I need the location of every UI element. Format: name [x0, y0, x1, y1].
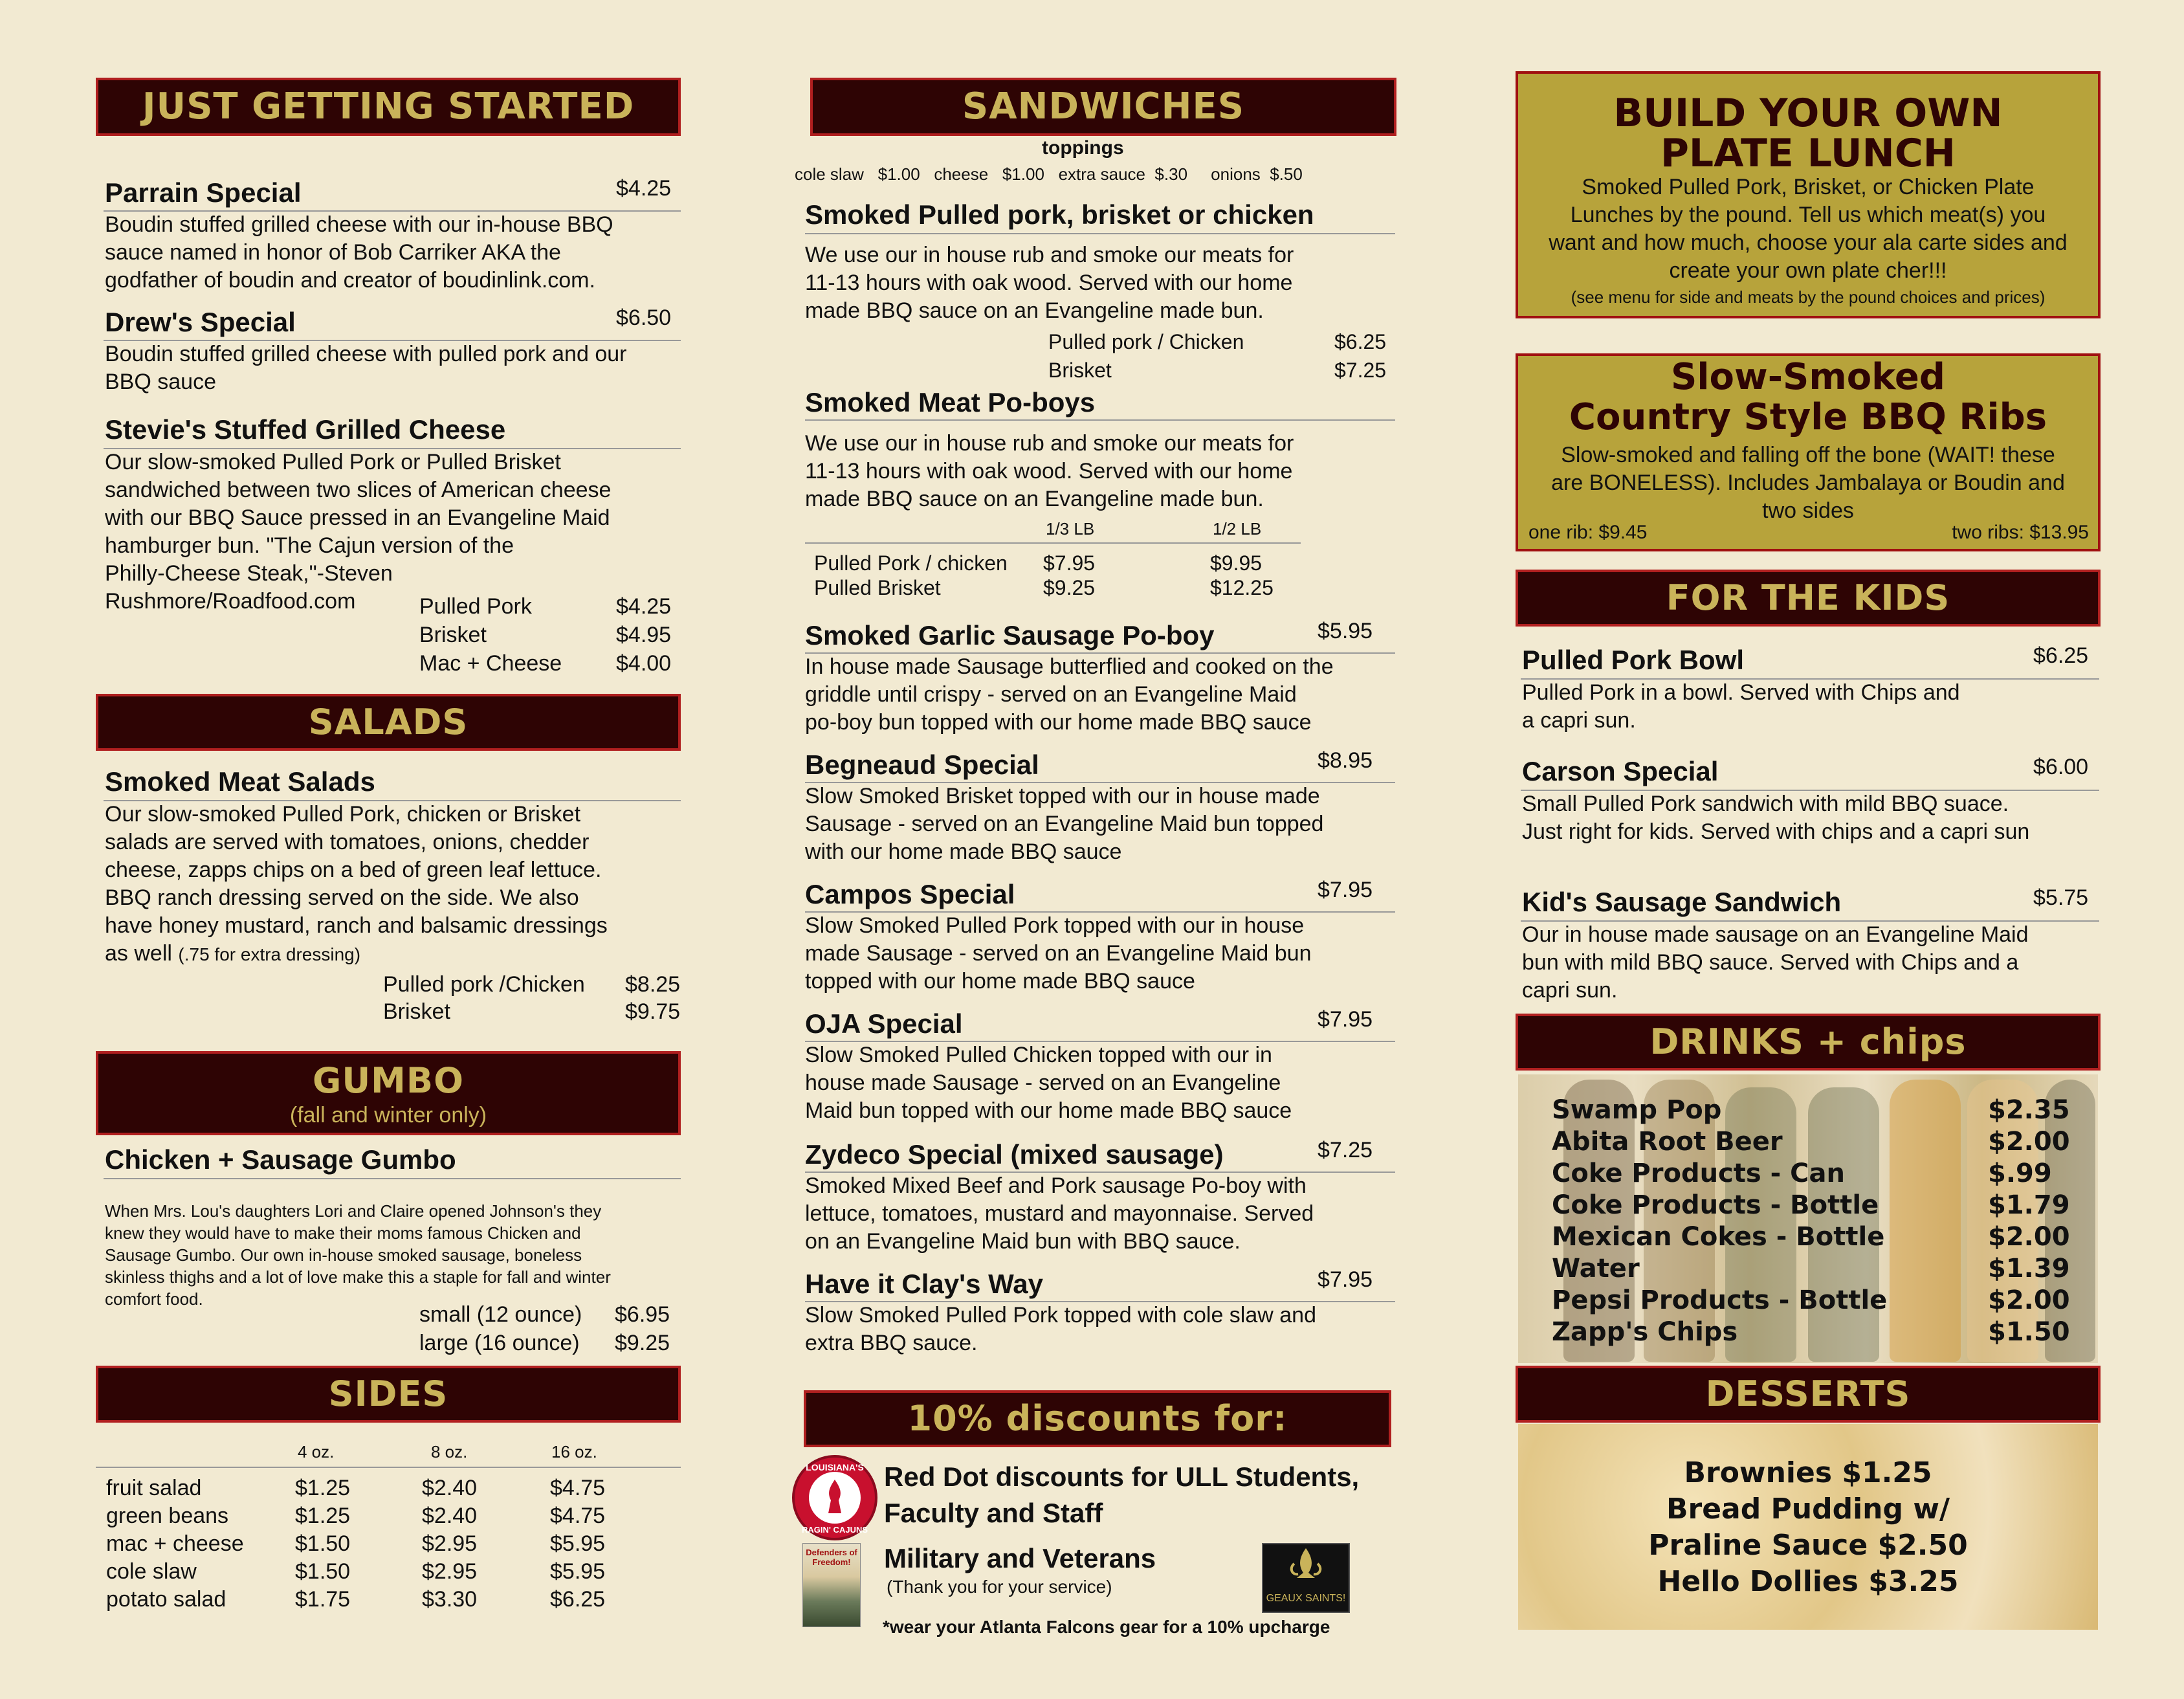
- desc-line: Our slow-smoked Pulled Pork, chicken or Brisket: [105, 802, 581, 827]
- starters-header-text: JUST GETTING STARTED: [142, 85, 635, 128]
- saints-text: GEAUX SAINTS!: [1266, 1593, 1346, 1604]
- desc-line: Slow Smoked Pulled Chicken topped with our in: [805, 1043, 1272, 1067]
- discount-line: Red Dot discounts for ULL Students,: [884, 1461, 1360, 1492]
- desc-line: have honey mustard, ranch and balsamic dressings: [105, 913, 608, 938]
- begneaud-price: $8.95: [1318, 748, 1373, 773]
- gumbo-desc: [105, 1200, 611, 1310]
- zydeco-desc: [805, 1172, 1314, 1256]
- drinks-header: [1516, 1014, 2101, 1071]
- desc-line: Our in house made sausage on an Evangeline Maid: [1522, 922, 2029, 947]
- carson-price: $6.00: [2033, 755, 2089, 779]
- desc-line: Boudin stuffed grilled cheese with our in-house BBQ: [105, 212, 613, 237]
- discount-line: Faculty and Staff: [884, 1498, 1103, 1528]
- desc-line: house made Sausage - served on an Evangeline: [805, 1071, 1281, 1095]
- defenders-poster-icon: [802, 1543, 861, 1627]
- drink-name: Coke Products - Can: [1552, 1159, 1845, 1188]
- desc-line: a capri sun.: [1522, 708, 1636, 733]
- drinks-header-text: DRINKS + chips: [1649, 1021, 1967, 1062]
- desc-line: Philly-Cheese Steak,"-Steven: [105, 561, 393, 586]
- side-price: $1.75: [295, 1587, 351, 1612]
- oja-price: $7.95: [1318, 1007, 1373, 1032]
- desc-line: When Mrs. Lou's daughters Lori and Claire opened Johnson's they: [105, 1201, 602, 1221]
- side-price: $6.25: [550, 1587, 606, 1612]
- desc-line: knew they would have to make their moms famous Chicken and: [105, 1223, 581, 1243]
- sides-header: [96, 1366, 681, 1423]
- gumbo-header: [96, 1051, 681, 1135]
- discount-header-text: 10% discounts for:: [907, 1398, 1288, 1439]
- clay-desc: [805, 1302, 1316, 1357]
- geaux-saints-icon: [1262, 1543, 1350, 1613]
- sides-col-header: 4 oz.: [298, 1442, 335, 1461]
- drink-name: Pepsi Products - Bottle: [1552, 1285, 1888, 1315]
- garlic-desc: [805, 653, 1334, 737]
- parrain-desc: [105, 211, 613, 294]
- poster-text: Defenders of Freedom!: [806, 1548, 857, 1567]
- option-price: $4.95: [616, 623, 672, 647]
- kids-header-text: FOR THE KIDS: [1666, 577, 1950, 618]
- poboys-title: Smoked Meat Po-boys: [805, 387, 1096, 417]
- desc-line: po-boy bun topped with our home made BBQ sauce: [805, 710, 1312, 735]
- side-price: $2.40: [422, 1504, 478, 1528]
- ribs-box: [1516, 353, 2101, 551]
- side-name: cole slaw: [106, 1559, 197, 1584]
- desc-line: Lunches by the pound. Tell us which meat(s) you: [1570, 203, 2046, 227]
- divider: [805, 233, 1395, 234]
- desc-line: godfather of boudin and creator of boudinlink.com.: [105, 268, 595, 293]
- desc-line: Smoked Mixed Beef and Pork sausage Po-boy with: [805, 1173, 1307, 1198]
- carson-title: Carson Special: [1522, 756, 1719, 786]
- toppings-label: toppings: [1042, 137, 1124, 159]
- desc-line: bun with mild BBQ sauce. Served with Chips and a: [1522, 950, 2019, 975]
- side-price: $2.95: [422, 1531, 478, 1556]
- logo-text-top: LOUISIANA'S: [806, 1462, 864, 1472]
- kids-header: [1516, 570, 2101, 627]
- side-price: $5.95: [550, 1559, 606, 1584]
- divider: [805, 419, 1395, 421]
- campos-title: Campos Special: [805, 879, 1015, 909]
- sides-header-text: SIDES: [328, 1373, 448, 1414]
- toppings-list: cole slaw $1.00 cheese $1.00 extra sauce $.30 onions $.50: [795, 164, 1303, 184]
- kidsausage-price: $5.75: [2033, 885, 2089, 910]
- side-price: $5.95: [550, 1531, 606, 1556]
- side-price: $1.50: [295, 1531, 351, 1556]
- dessert-line: Praline Sauce $2.50: [1648, 1529, 1968, 1562]
- option-name: large (16 ounce): [419, 1331, 580, 1355]
- option-price: $4.00: [616, 651, 672, 676]
- poboy-price: $9.25: [1043, 576, 1096, 599]
- desc-line: We use our in house rub and smoke our meats for: [805, 243, 1294, 267]
- drews-title: Drew's Special: [105, 307, 296, 337]
- desc-line: sandwiched between two slices of American cheese: [105, 478, 612, 502]
- desserts-header: [1516, 1366, 2101, 1423]
- option-price: $6.25: [1334, 330, 1387, 353]
- side-price: $1.50: [295, 1559, 351, 1584]
- sides-col-header: 8 oz.: [431, 1442, 468, 1461]
- drink-price: $.99: [1988, 1159, 2052, 1188]
- sides-col-header: 16 oz.: [551, 1442, 597, 1461]
- desc-line: salads are served with tomatoes, onions, chedder: [105, 830, 590, 854]
- drink-name: Coke Products - Bottle: [1552, 1190, 1879, 1220]
- gumbo-header-sub: (fall and winter only): [289, 1103, 487, 1127]
- desc-line: [105, 940, 608, 968]
- dessert-line: Bread Pudding w/: [1666, 1493, 1950, 1526]
- desc-line: Slow-smoked and falling off the bone (WAIT! these: [1561, 443, 2055, 467]
- option-name: Brisket: [419, 623, 487, 647]
- desc-line: capri sun.: [1522, 978, 1618, 1003]
- desc-line: Sausage - served on an Evangeline Maid bun topped: [805, 812, 1324, 836]
- desc-line: skinless thighs and a lot of love make this a staple for fall and winter: [105, 1267, 611, 1287]
- side-price: $3.30: [422, 1587, 478, 1612]
- option-price: $8.25: [625, 972, 681, 997]
- smoked-title: Smoked Pulled pork, brisket or chicken: [805, 199, 1314, 230]
- discount-military-note: (Thank you for your service): [887, 1577, 1112, 1597]
- garlic-title: Smoked Garlic Sausage Po-boy: [805, 620, 1215, 650]
- gumbo-header-text: GUMBO: [313, 1060, 464, 1101]
- desc-line: Pulled Pork in a bowl. Served with Chips and: [1522, 680, 1960, 705]
- drink-name: Abita Root Beer: [1552, 1127, 1783, 1157]
- stevies-title: Stevie's Stuffed Grilled Cheese: [105, 414, 506, 445]
- desc-line: cheese, zapps chips on a bed of green leaf lettuce.: [105, 858, 602, 882]
- zydeco-title: Zydeco Special (mixed sausage): [805, 1139, 1224, 1170]
- parrain-price: $4.25: [616, 176, 672, 201]
- poboy-col-header: 1/2 LB: [1213, 519, 1262, 539]
- dessert-line: Hello Dollies $3.25: [1657, 1565, 1959, 1598]
- desc-line: made Sausage - served on an Evangeline Maid bun: [805, 941, 1312, 966]
- desc-line: Our slow-smoked Pulled Pork or Pulled Brisket: [105, 450, 561, 474]
- desc-line: We use our in house rub and smoke our meats for: [805, 431, 1294, 456]
- dessert-line: Brownies $1.25: [1684, 1456, 1932, 1489]
- desc-line: with our BBQ Sauce pressed in an Evangeline Maid: [105, 505, 610, 530]
- discount-header: [804, 1390, 1391, 1447]
- plate-title-1: BUILD YOUR OWN: [1613, 91, 2003, 136]
- option-price: $9.75: [625, 999, 681, 1024]
- option-name: Pulled Pork: [419, 594, 532, 619]
- poboy-col-header: 1/3 LB: [1046, 519, 1095, 539]
- carson-desc: [1522, 790, 2029, 846]
- side-price: $4.75: [550, 1476, 606, 1500]
- desc-line: griddle until crispy - served on an Evangeline Maid: [805, 682, 1297, 707]
- stevies-desc: [105, 449, 611, 616]
- desc-note: (.75 for extra dressing): [178, 944, 361, 964]
- desc-line: comfort food.: [105, 1289, 203, 1309]
- drink-price: $2.35: [1988, 1095, 2070, 1125]
- desc-line: Smoked Pulled Pork, Brisket, or Chicken Plate: [1582, 175, 2035, 199]
- ribs-one-price: one rib: $9.45: [1528, 522, 1648, 543]
- bowl-desc: [1522, 679, 1960, 735]
- drink-price: $2.00: [1988, 1285, 2070, 1315]
- bowl-price: $6.25: [2033, 643, 2089, 668]
- desc-last: as well: [105, 941, 172, 966]
- desc-line: hamburger bun. "The Cajun version of the: [105, 533, 514, 558]
- oja-desc: [805, 1041, 1292, 1125]
- drews-price: $6.50: [616, 305, 672, 330]
- ribs-desc: [1518, 441, 2098, 525]
- discount-military: Military and Veterans: [884, 1543, 1156, 1573]
- desc-line: create your own plate cher!!!: [1669, 258, 1947, 283]
- desc-line: Small Pulled Pork sandwich with mild BBQ suace.: [1522, 792, 2009, 816]
- drink-name: Swamp Pop: [1552, 1095, 1722, 1125]
- campos-price: $7.95: [1318, 878, 1373, 902]
- desc-line: on an Evangeline Maid bun with BBQ sauce.: [805, 1229, 1241, 1254]
- desc-line: with our home made BBQ sauce: [805, 839, 1122, 864]
- ribs-title-2: Country Style BBQ Ribs: [1569, 396, 2047, 438]
- ribs-two-price: two ribs: $13.95: [1952, 522, 2089, 543]
- option-price: $4.25: [616, 594, 672, 619]
- desserts-list: [1518, 1455, 2098, 1600]
- option-price: $6.95: [615, 1302, 670, 1327]
- sandwiches-header-text: SANDWICHES: [962, 85, 1245, 128]
- ragin-cajuns-logo-icon: [791, 1454, 879, 1542]
- starters-header: [96, 78, 681, 136]
- option-name: Pulled pork / Chicken: [1048, 330, 1244, 353]
- divider: [104, 1178, 681, 1179]
- poboy-price: $7.95: [1043, 551, 1096, 575]
- side-price: $1.25: [295, 1476, 351, 1500]
- desc-line: sauce named in honor of Bob Carriker AKA the: [105, 240, 561, 265]
- poboy-name: Pulled Pork / chicken: [814, 551, 1008, 575]
- desc-line: BBQ sauce: [105, 370, 216, 394]
- desc-line: made BBQ sauce on an Evangeline made bun.: [805, 487, 1264, 511]
- poboy-price: $9.95: [1210, 551, 1263, 575]
- kidsausage-title: Kid's Sausage Sandwich: [1522, 887, 1842, 917]
- plate-lunch-box: [1516, 71, 2101, 318]
- drink-price: $2.00: [1988, 1127, 2070, 1157]
- logo-text-bottom: RAGIN' CAJUNS: [801, 1525, 868, 1535]
- side-name: green beans: [106, 1504, 229, 1528]
- clay-price: $7.95: [1318, 1267, 1373, 1292]
- drink-name: Zapp's Chips: [1552, 1317, 1738, 1347]
- option-name: Brisket: [1048, 359, 1112, 382]
- desc-line: lettuce, tomatoes, mustard and mayonnaise. Served: [805, 1201, 1314, 1226]
- begneaud-title: Begneaud Special: [805, 750, 1039, 780]
- option-name: Mac + Cheese: [419, 651, 562, 676]
- plate-note: (see menu for side and meats by the pound choices and prices): [1571, 287, 2046, 307]
- side-name: mac + cheese: [106, 1531, 244, 1556]
- desc-line: In house made Sausage butterflied and cooked on the: [805, 654, 1334, 679]
- salads-desc: [105, 801, 608, 968]
- campos-desc: [805, 912, 1312, 995]
- desc-line: Maid bun topped with our home made BBQ sauce: [805, 1098, 1292, 1123]
- poboys-desc: [805, 430, 1294, 513]
- option-name: Brisket: [383, 999, 450, 1024]
- drink-price: $2.00: [1988, 1222, 2070, 1252]
- drink-price: $1.79: [1988, 1190, 2070, 1220]
- desc-line: Sausage Gumbo. Our own in-house smoked sausage, boneless: [105, 1245, 582, 1265]
- drink-price: $1.50: [1988, 1317, 2070, 1347]
- desserts-header-text: DESSERTS: [1705, 1373, 1911, 1414]
- desc-line: Boudin stuffed grilled cheese with pulled pork and our: [105, 342, 627, 366]
- poboy-name: Pulled Brisket: [814, 576, 941, 599]
- desc-line: Rushmore/Roadfood.com: [105, 589, 356, 614]
- zydeco-price: $7.25: [1318, 1138, 1373, 1162]
- side-price: $2.95: [422, 1559, 478, 1584]
- salads-title: Smoked Meat Salads: [105, 766, 375, 797]
- side-price: $1.25: [295, 1504, 351, 1528]
- oja-title: OJA Special: [805, 1008, 963, 1039]
- begneaud-desc: [805, 783, 1323, 866]
- desc-line: Just right for kids. Served with chips and a capri sun: [1522, 819, 2030, 844]
- side-price: $4.75: [550, 1504, 606, 1528]
- divider: [96, 1467, 681, 1468]
- desc-line: 11-13 hours with oak wood. Served with our home: [805, 459, 1293, 483]
- plate-title-2: PLATE LUNCH: [1660, 131, 1956, 176]
- desc-line: are BONELESS). Includes Jambalaya or Boudin and: [1551, 471, 2065, 495]
- option-name: small (12 ounce): [419, 1302, 582, 1327]
- desc-line: want and how much, choose your ala carte sides and: [1549, 230, 2068, 255]
- desc-line: Slow Smoked Pulled Pork topped with our in house: [805, 913, 1305, 938]
- discount-red-dot: [884, 1459, 1359, 1531]
- falcons-note: *wear your Atlanta Falcons gear for a 10% upcharge: [883, 1617, 1330, 1637]
- gumbo-title: Chicken + Sausage Gumbo: [105, 1144, 456, 1175]
- side-price: $2.40: [422, 1476, 478, 1500]
- clay-title: Have it Clay's Way: [805, 1269, 1043, 1299]
- desc-line: topped with our home made BBQ sauce: [805, 969, 1195, 994]
- divider: [805, 542, 1301, 544]
- drews-desc: [105, 340, 626, 396]
- plate-desc: [1518, 173, 2098, 285]
- desc-line: Slow Smoked Pulled Pork topped with cole slaw and: [805, 1303, 1316, 1327]
- desc-line: Slow Smoked Brisket topped with our in house made: [805, 784, 1320, 808]
- poboy-price: $12.25: [1210, 576, 1274, 599]
- desc-line: made BBQ sauce on an Evangeline made bun.: [805, 298, 1264, 323]
- desc-line: BBQ ranch dressing served on the side. We also: [105, 885, 579, 910]
- ribs-title-1: Slow-Smoked: [1671, 356, 1945, 398]
- smoked-desc: [805, 241, 1294, 325]
- desc-line: 11-13 hours with oak wood. Served with our home: [805, 271, 1293, 295]
- bowl-title: Pulled Pork Bowl: [1522, 645, 1745, 675]
- side-name: fruit salad: [106, 1476, 202, 1500]
- option-price: $9.25: [615, 1331, 670, 1355]
- kidsausage-desc: [1522, 921, 2029, 1005]
- salads-header: [96, 694, 681, 751]
- parrain-title: Parrain Special: [105, 177, 302, 208]
- option-name: Pulled pork /Chicken: [383, 972, 585, 997]
- drink-name: Mexican Cokes - Bottle: [1552, 1222, 1885, 1252]
- drink-price: $1.39: [1988, 1254, 2070, 1283]
- side-name: potato salad: [106, 1587, 226, 1612]
- fleur-de-lis-icon: [1263, 1544, 1349, 1590]
- salads-header-text: SALADS: [308, 702, 469, 742]
- drink-name: Water: [1552, 1254, 1640, 1283]
- sandwiches-header: [810, 78, 1396, 136]
- desc-line: two sides: [1762, 498, 1854, 523]
- option-price: $7.25: [1334, 359, 1387, 382]
- garlic-price: $5.95: [1318, 619, 1373, 643]
- bottle-icon: [1890, 1080, 1961, 1362]
- desc-line: extra BBQ sauce.: [805, 1331, 978, 1355]
